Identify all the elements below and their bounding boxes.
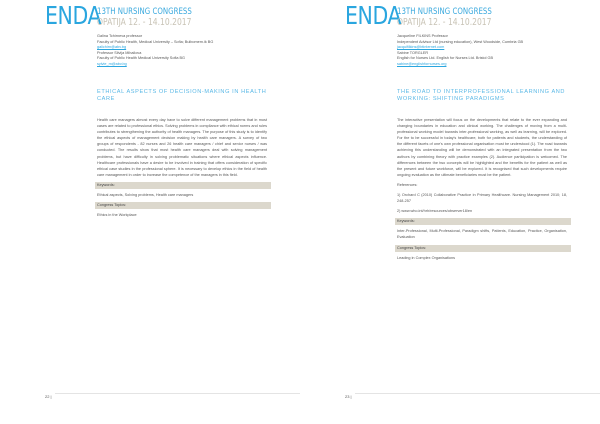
author-affiliation: English for Nurses Ltd. English for Nurses Ltd. Bristol GB	[397, 56, 494, 61]
abstract-body	[97, 117, 267, 222]
references-label: References:	[397, 182, 418, 187]
author-name: Galina Tchirneva professor	[97, 34, 143, 38]
page-number: 22 |	[45, 394, 52, 399]
page-right	[300, 0, 600, 424]
authors	[397, 34, 577, 68]
congress-dates: OPATIJA 12. - 14.10.2017	[397, 17, 492, 28]
abstract-title: THE ROAD TO INTERPROFESSIONAL LEARNING AND WORKING: SHIFTING PARADIGMS	[397, 89, 566, 102]
author-email-link[interactable]: sabine@englishfornurses.org	[397, 61, 447, 66]
topics-label: Congress Topics:	[395, 245, 571, 252]
footer-divider	[355, 393, 600, 394]
topics-text: Ethics in the Workplace	[97, 213, 137, 218]
author-name: Professor Silvija Mihailova	[97, 50, 142, 55]
abstract-text: The interactive presentation will focus on the developments that relate to the ever expanding and changing boundaries in education and clinical working. The challenges of moving from a multi- professional working model towards inter-professional working, as well as learning, will be explored. For the to be successful in today's healthcare, both for patients and students, the understanding of the different facets of one's own professional organisation must be understood (1). The road towards achieving this understanding will be demonstrated with an integrated presentation from the two authors by combining theory with practice examples (2). Audience participation is welcomed. The differences between the two concepts will be highlighted and the benefits for the patient as well as the present and future workforce, will be explored. It is recognised that such developments require ongoing evaluation as the ultimate beneficiaries must be the patient.	[397, 118, 567, 177]
author-name: Jacqueline FILKINS Professor	[397, 34, 448, 38]
author-affiliation: Independent Advisor Ltd (nursing education), West Woodside, Cumbria GB	[397, 39, 524, 44]
topics-text: Leading in Complex Organisations	[397, 255, 456, 260]
keywords-label: Keywords:	[395, 218, 571, 225]
abstract-body	[397, 117, 567, 265]
enda-logo: ENDA	[45, 1, 102, 30]
keywords-text: Inter-Professional, Multi-Professional, Paradigm shifts, Patients, Education, Practice, Organisation, Evaluation	[397, 229, 567, 240]
author-email-link[interactable]: sylvie_m@abv.bg	[97, 61, 127, 66]
topics-label: Congress Topics:	[95, 202, 271, 209]
author-affiliation: Faculty of Public Health, Medical University – Sofia; Bulbomem.ik BG	[97, 39, 214, 44]
congress-title: 13TH NURSING CONGRESS	[397, 7, 492, 17]
author-name: Sabine TORGLER	[397, 50, 429, 55]
keywords-label: Keywords:	[95, 182, 271, 189]
abstract-title: ETHICAL ASPECTS OF DECISION-MAKING IN HEALTH CARE	[97, 89, 267, 102]
congress-title: 13TH NURSING CONGRESS	[97, 7, 192, 17]
reference-item: 2) www.who.int/hrh/resources/observer18/en	[397, 209, 473, 214]
author-email-link[interactable]: jacquifilkins@btinternet.com	[397, 45, 445, 50]
page-number: 23 |	[345, 394, 352, 399]
keywords-text: Ethical aspects, Solving problems, Health care managers	[97, 192, 194, 197]
authors	[97, 34, 277, 68]
footer-divider	[55, 393, 300, 394]
author-affiliation: Faculty of Public Health Medical University Sofia BG	[97, 56, 185, 61]
congress-dates: OPATIJA 12. - 14.10.2017	[97, 17, 192, 28]
abstract-text: Health care managers almost every day have to solve different management problems that in most cases are related to professional ethics. Solving problems in compliance with ethical norms and rules contributes to strengthening the authority of health managers. The purpose of this study is to identify the ethical aspects of management decision making by health care managers. A survey of two groups of respondents - 82 nurses and 26 health care managers / chief and senior nurses / was conducted. The results show that most health care managers deal with solving management problems, but have difficulty in solving problematic situations where ethical aspects influence. Healthcare professionals have a desire to be involved in training that offers consideration of specific ethical case studies in the professional sphere. It is necessary to develop ethics in the field of health care management in order to increase the competence of the managers in this field.	[97, 118, 267, 177]
reference-item: 1) Orchard C (2010) Collaborative Practice in Primary Healthcare. Nursing Management 2010; 18, 248-257	[397, 193, 567, 204]
enda-logo: ENDA	[345, 1, 402, 30]
author-email-link[interactable]: galichirn@abv.bg	[97, 45, 127, 50]
